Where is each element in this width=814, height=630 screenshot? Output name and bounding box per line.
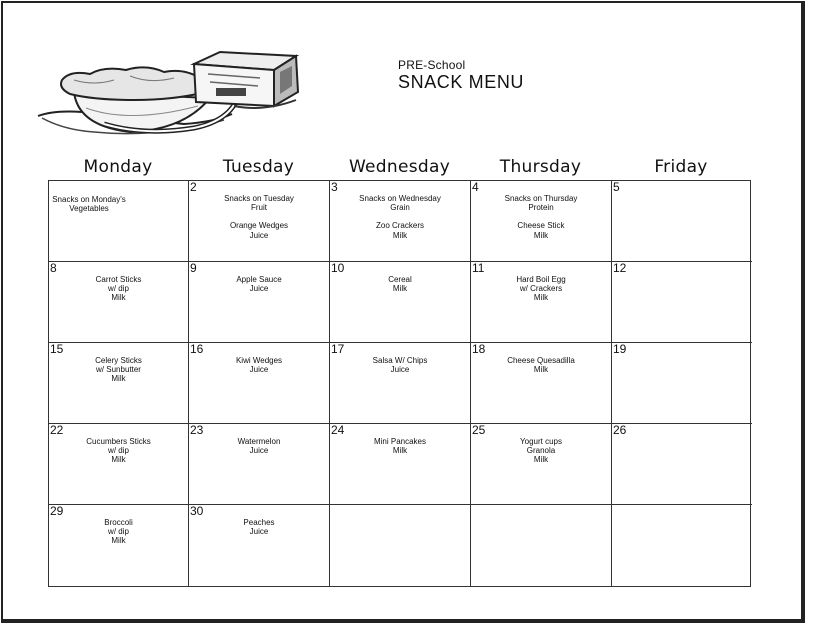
day-header-monday: Monday [83,157,153,177]
day-number: 8 [50,261,57,275]
day-number: 2 [190,180,197,194]
day-header-row [48,157,751,181]
snack-item: Milk [392,230,408,240]
snack-item: Celery Sticks [95,356,142,365]
snack-item: Milk [533,293,549,303]
calendar-day-cell [49,424,189,505]
calendar-day-cell [330,181,471,262]
day-number: 24 [331,423,345,437]
calendar-day-cell [330,505,471,586]
snack-item: Milk [392,446,408,456]
snack-item [471,212,611,221]
day-number: 23 [190,423,204,437]
snack-item: Broccoli [104,518,133,527]
menu-subtitle: PRE-School [398,58,466,72]
snack-list [49,275,188,303]
snack-list [330,356,470,374]
menu-title: SNACK MENU [398,72,525,92]
calendar-day-cell [49,505,189,586]
snack-item: Snacks on Tuesday [224,194,294,203]
snack-list [49,356,188,384]
snack-list [330,275,470,293]
calendar-day-cell [612,262,752,343]
calendar-day-cell [612,424,752,505]
snack-list [330,437,470,455]
snack-item: Carrot Sticks [95,275,142,284]
snack-item [330,212,470,221]
day-number: 15 [50,342,64,356]
snack-list [189,194,329,240]
snack-item: Kiwi Wedges [235,356,283,365]
day-number: 16 [190,342,204,356]
calendar-day-cell [612,343,752,424]
calendar-day-cell [471,505,612,586]
snack-item: Apple Sauce [236,275,282,284]
snack-item: Vegetables [69,204,109,214]
day-number: 5 [613,180,620,194]
snack-item: Watermelon [237,437,281,446]
snack-item: Juice [390,365,410,375]
calendar-day-cell [612,505,752,586]
calendar-day-cell [189,181,330,262]
calendar-day-cell [471,343,612,424]
calendar-grid [48,180,751,587]
day-number: 29 [50,504,64,518]
calendar-day-cell [49,262,189,343]
calendar-day-cell [471,262,612,343]
snack-item: Protein [528,203,554,213]
day-number: 4 [472,180,479,194]
snack-list [49,518,188,546]
snack-list [471,194,611,240]
snack-item: Milk [533,455,549,465]
day-header-wednesday: Wednesday [348,157,451,177]
snack-item: Cheese Quesadilla [507,356,575,365]
calendar-day-cell [330,343,471,424]
snack-item: Yogurt cups [520,437,562,446]
snack-item: Juice [249,230,269,240]
calendar-day-cell [189,343,330,424]
snack-item: Milk [111,293,126,303]
snack-item: w/ dip [108,446,129,456]
calendar-day-cell [189,262,330,343]
snack-list [189,437,329,455]
snack-item: Milk [111,374,126,384]
day-header-tuesday: Tuesday [222,157,295,177]
day-number: 18 [472,342,486,356]
calendar-day-cell [49,181,189,262]
snack-item: Milk [111,455,126,465]
calendar-day-cell [189,424,330,505]
calendar-day-cell [330,262,471,343]
snack-list [49,195,129,213]
snack-item: Grain [390,203,410,213]
day-number: 30 [190,504,204,518]
day-number: 11 [472,261,485,275]
day-number: 26 [613,423,627,437]
calendar-day-cell [471,181,612,262]
snack-item: Juice [249,446,269,456]
day-number: 22 [50,423,64,437]
snack-list [471,356,611,374]
snack-item: Cereal [388,275,412,284]
calendar-day-cell [612,181,752,262]
snack-item: w/ dip [108,284,129,294]
snack-list [189,275,329,293]
day-number: 25 [472,423,486,437]
snack-item: w/ Sunbutter [96,365,141,375]
snack-list [49,437,188,465]
snack-item: Milk [111,536,126,546]
snack-item [189,212,329,221]
calendar-day-cell [471,424,612,505]
snack-item: Peaches [243,518,275,527]
day-number: 3 [331,180,338,194]
day-number: 17 [331,342,345,356]
snack-list [189,356,329,374]
snack-list [189,518,329,536]
snack-item: w/ dip [108,527,129,537]
day-number: 9 [190,261,197,275]
snack-item: Juice [249,284,269,294]
snack-list [330,194,470,240]
snack-item: Milk [533,365,549,375]
snack-item: Milk [533,230,549,240]
snack-item: Fruit [251,203,267,213]
snack-item: Mini Pancakes [373,437,427,446]
snack-item: Salsa W/ Chips [372,356,428,365]
snack-item: Hard Boil Egg [516,275,566,284]
day-header-thursday: Thursday [499,157,582,177]
day-number: 19 [613,342,627,356]
calendar-day-cell [49,343,189,424]
snack-item: Snacks on Thursday [504,194,578,203]
day-number: 10 [331,261,345,275]
snack-item: Granola [526,446,556,456]
snack-item: w/ Crackers [519,284,563,294]
snack-item: Cheese Stick [517,221,565,231]
snack-item: Snacks on Monday's [52,195,126,204]
snack-list [471,275,611,303]
snack-item: Snacks on Wednesday [359,194,441,203]
snack-item: Orange Wedges [229,221,289,231]
day-number: 12 [613,261,627,275]
day-header-friday: Friday [654,157,708,177]
snack-item: Juice [249,365,269,375]
calendar-day-cell [189,505,330,586]
snack-list [471,437,611,465]
calendar-day-cell [330,424,471,505]
snack-item: Juice [249,527,269,537]
snack-item: Milk [392,284,408,294]
snack-item: Zoo Crackers [375,221,424,231]
snack-clipart-icon [34,50,316,150]
snack-item: Cucumbers Sticks [86,437,151,446]
